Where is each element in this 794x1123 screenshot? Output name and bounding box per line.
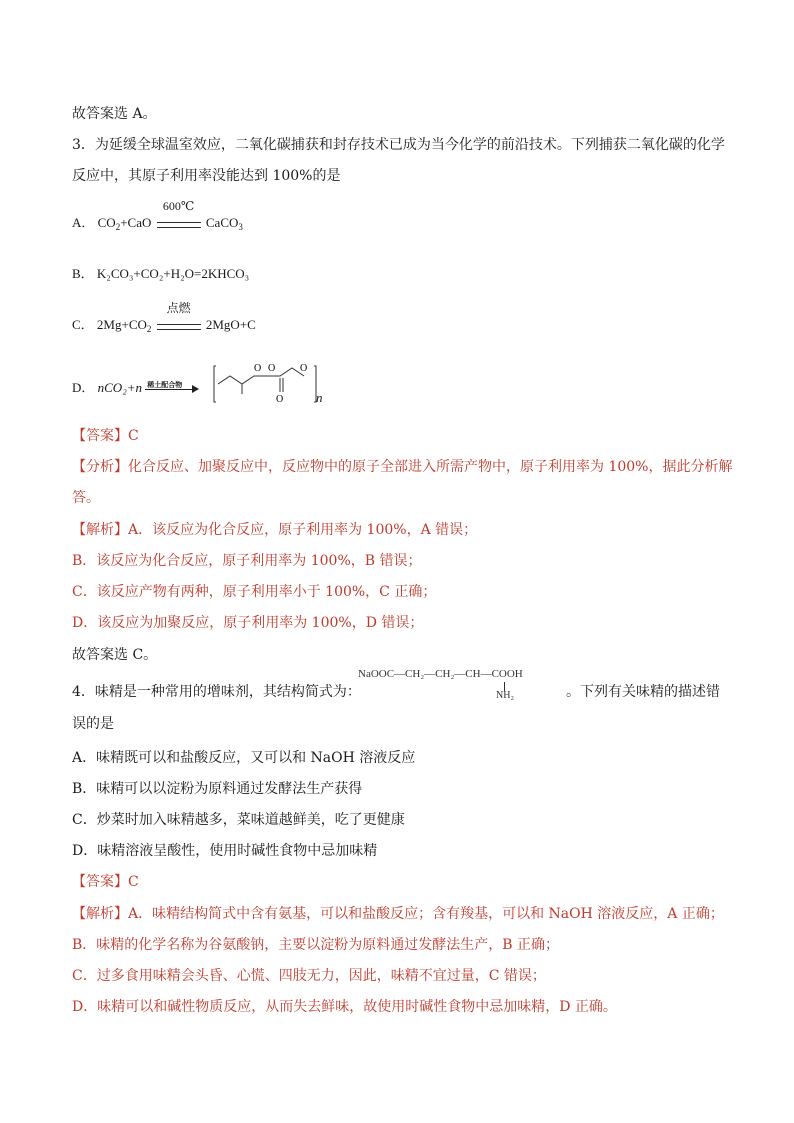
- analysis-text: 化合反应、加聚反应中，反应物中的原子全部进入所需产物中，原子利用率为 100%，据此分析解: [128, 459, 733, 475]
- formula-text: 2MgO+C: [205, 317, 256, 332]
- explanation-4: [72, 904, 724, 924]
- option-b: [72, 264, 249, 284]
- answer-4: [72, 872, 139, 892]
- answer-tag: 【答案】: [72, 874, 128, 890]
- option-b: B．味精可以以淀粉为原料通过发酵法生产获得: [72, 781, 363, 797]
- text-line: 故答案选 C。: [72, 647, 158, 663]
- option-d: [72, 378, 199, 398]
- answer-value: C: [128, 428, 139, 444]
- explanation-4-d: D．味精可以和碱性物质反应，从而失去鲜味，故使用时碱性食物中忌加味精，D 正确。: [72, 999, 617, 1015]
- polymer-subscript-n: n: [316, 390, 323, 405]
- reaction-arrow: [145, 383, 199, 395]
- question-4-stem-cont: 误的是: [72, 716, 114, 732]
- svg-text:O: O: [254, 363, 262, 374]
- option-c: [72, 301, 256, 339]
- reaction-equals-condition: [157, 301, 201, 336]
- option-label: D．: [72, 380, 95, 395]
- option-label: C．: [72, 317, 94, 332]
- explanation-tag: 【解析】: [72, 906, 128, 922]
- explanation-3-b: B．该反应为化合反应，原子利用率为 100%，B 错误；: [72, 553, 422, 569]
- structure-text: NaOOC—CH₂—CH₂—CH—COOH: [358, 668, 523, 680]
- option-c: C．炒菜时加入味精越多，菜味道越鲜美，吃了更健康: [72, 812, 405, 828]
- answer-value: C: [128, 874, 139, 890]
- double-line-equals: [157, 324, 201, 330]
- answer-3: [72, 426, 139, 446]
- explanation-text: A．该反应为化合反应，原子利用率为 100%，A 错误；: [128, 522, 478, 538]
- formula-text: CaCO: [205, 215, 239, 230]
- text-line: 故答案选 A。: [72, 106, 157, 122]
- option-a: A．味精既可以和盐酸反应，又可以和 NaOH 溶液反应: [72, 750, 416, 766]
- option-label: A．: [72, 215, 95, 230]
- question-3-stem: 3．为延缓全球温室效应，二氧化碳捕获和封存技术已成为当今化学的前沿技术。下列捕获二氧化碳的化学: [72, 137, 725, 153]
- formula-text: 2Mg+CO: [96, 317, 147, 332]
- option-a: [72, 199, 243, 237]
- explanation-4-b: B．味精的化学名称为谷氨酸钠，主要以淀粉为原料通过发酵法生产，B 正确；: [72, 937, 560, 953]
- explanation-3-d: D．该反应为加聚反应，原子利用率为 100%，D 错误；: [72, 615, 424, 631]
- analysis-tag: 【分析】: [72, 459, 128, 475]
- question-3-stem-cont: 反应中，其原子利用率没能达到 100%的是: [72, 168, 341, 184]
- option-label: B．: [72, 266, 94, 281]
- question-4-stem-end: 。下列有关味精的描述错: [566, 684, 720, 700]
- formula-text: +CaO: [120, 215, 152, 230]
- svg-text:O: O: [300, 363, 308, 374]
- question-4-stem: 4．味精是一种常用的增味剂，其结构简式为：: [72, 684, 361, 700]
- polycarbonate-structure-icon: [210, 358, 320, 412]
- reaction-condition: 稀土配合物: [147, 381, 183, 390]
- analysis-3: [72, 457, 732, 477]
- subscript: 2: [146, 324, 152, 334]
- answer-tag: 【答案】: [72, 428, 128, 444]
- svg-text:O: O: [268, 363, 276, 374]
- option-d: D．味精溶液呈酸性，使用时碱性食物中忌加味精: [72, 843, 378, 859]
- msg-structure-formula: [358, 668, 523, 701]
- svg-text:O: O: [276, 394, 284, 405]
- explanation-tag: 【解析】: [72, 522, 128, 538]
- formula-text: nCO₂+n: [97, 380, 142, 395]
- reaction-equals-condition: [157, 199, 201, 234]
- structure-nh2: NH₂: [496, 690, 514, 701]
- formula-text: CO: [97, 215, 116, 230]
- reaction-condition: 600℃: [162, 199, 195, 214]
- subscript: 2: [115, 222, 121, 232]
- explanation-text: A．味精结构简式中含有氨基，可以和盐酸反应；含有羧基，可以和 NaOH 溶液反应，A 正确；: [128, 906, 724, 922]
- reaction-condition: 点燃: [166, 301, 191, 316]
- explanation-3-c: C．该反应产物有两种，原子利用率小于 100%，C 正确；: [72, 584, 437, 600]
- explanation-3: [72, 520, 477, 540]
- subscript: 3: [238, 222, 243, 232]
- formula-text: K₂CO₃+CO₂+H₂O=2KHCO₃: [96, 266, 250, 281]
- double-line-equals: [157, 222, 201, 228]
- analysis-3-cont: 答。: [72, 490, 100, 506]
- explanation-4-c: C．过多食用味精会头昏、心慌、四肢无力，因此，味精不宜过量，C 错误；: [72, 968, 546, 984]
